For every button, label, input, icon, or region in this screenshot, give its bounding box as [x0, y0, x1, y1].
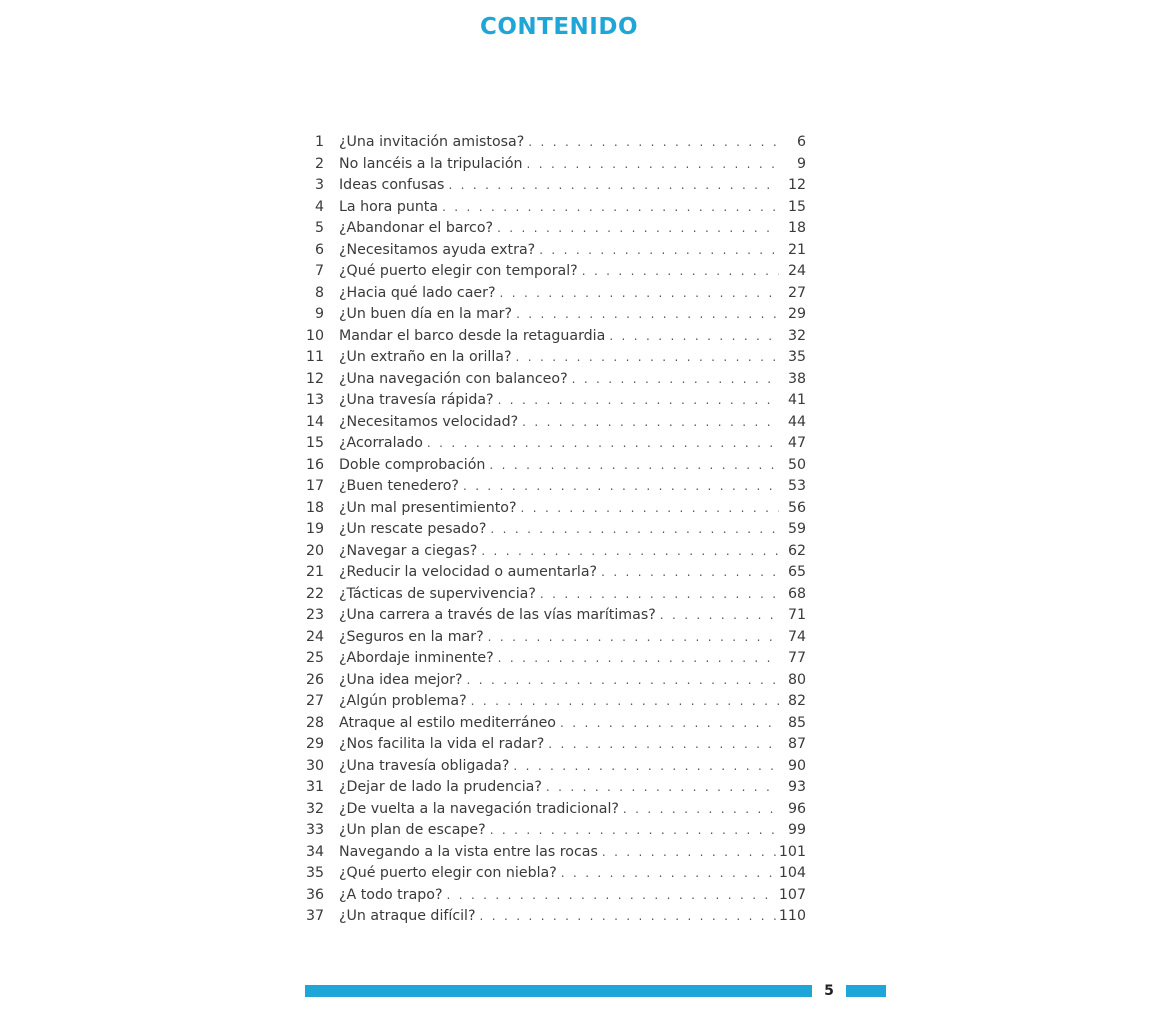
toc-entry-page: 29	[787, 306, 806, 322]
toc-entry-page: 71	[787, 607, 806, 623]
toc-entry[interactable]	[304, 584, 806, 606]
toc-entry-number: 31	[305, 779, 324, 795]
toc-entry[interactable]	[304, 562, 806, 584]
toc-dot-leader	[601, 562, 779, 584]
toc-entry[interactable]	[304, 885, 806, 907]
toc-entry-page: 44	[787, 413, 806, 430]
table-of-contents	[304, 132, 806, 928]
toc-dot-leader	[561, 863, 776, 885]
toc-entry-page: 68	[787, 585, 806, 602]
toc-entry-title: ¿Una travesía obligada?	[339, 757, 510, 774]
toc-entry[interactable]	[304, 498, 806, 520]
toc-entry[interactable]	[304, 605, 806, 627]
toc-dot-leader	[527, 154, 779, 176]
toc-entry[interactable]	[304, 863, 806, 885]
toc-entry-number: 2	[314, 155, 324, 172]
toc-entry-title: ¿Un plan de escape?	[339, 822, 486, 838]
toc-dot-leader	[623, 799, 779, 821]
toc-entry-page: 47	[787, 435, 806, 451]
toc-entry-number: 11	[305, 349, 324, 365]
toc-entry-title: ¿Una invitación amistosa?	[339, 134, 525, 150]
toc-entry-title: ¿Reducir la velocidad o aumentarla?	[339, 564, 598, 580]
toc-entry-page: 6	[796, 134, 806, 150]
toc-dot-leader	[498, 648, 779, 670]
toc-entry-title: ¿Tácticas de supervivencia?	[339, 585, 536, 602]
toc-entry-number: 23	[305, 607, 324, 623]
toc-entry-page: 12	[787, 177, 806, 193]
toc-dot-leader	[602, 842, 776, 864]
toc-entry-number: 18	[305, 499, 324, 516]
toc-entry-page: 53	[787, 478, 806, 494]
toc-entry-number: 19	[305, 521, 324, 537]
toc-entry-number: 14	[305, 413, 324, 430]
toc-entry[interactable]	[304, 240, 806, 262]
toc-entry-page: 110	[778, 908, 806, 924]
toc-entry[interactable]	[304, 261, 806, 283]
toc-entry-page: 15	[787, 198, 806, 215]
toc-entry-page: 32	[787, 327, 806, 344]
toc-entry[interactable]	[304, 734, 806, 756]
toc-entry-page: 35	[787, 349, 806, 365]
toc-entry-number: 37	[305, 908, 324, 924]
toc-entry-title: ¿Un mal presentimiento?	[339, 499, 517, 516]
toc-dot-leader	[660, 605, 779, 627]
toc-entry[interactable]	[304, 326, 806, 348]
toc-entry-number: 25	[305, 650, 324, 666]
toc-entry-number: 33	[305, 822, 324, 838]
toc-entry-title: ¿Una idea mejor?	[339, 671, 463, 688]
toc-dot-leader	[490, 820, 779, 842]
toc-entry-number: 4	[314, 198, 324, 215]
toc-entry-number: 32	[305, 800, 324, 817]
toc-entry-page: 24	[787, 263, 806, 279]
toc-entry-title: ¿Seguros en la mar?	[339, 628, 484, 645]
toc-entry-number: 34	[305, 843, 324, 860]
toc-entry-title: Atraque al estilo mediterráneo	[339, 714, 556, 731]
toc-entry-number: 9	[314, 306, 324, 322]
toc-entry-title: Ideas confusas	[339, 177, 445, 193]
toc-entry[interactable]	[304, 347, 806, 369]
toc-entry-number: 7	[314, 263, 324, 279]
toc-entry-number: 10	[305, 327, 324, 344]
toc-dot-leader	[467, 670, 779, 692]
toc-entry-title: ¿Dejar de lado la prudencia?	[339, 779, 542, 795]
toc-entry-page: 41	[787, 392, 806, 408]
toc-entry-title: ¿A todo trapo?	[339, 886, 443, 903]
toc-entry-number: 22	[305, 585, 324, 602]
toc-entry[interactable]	[304, 218, 806, 240]
toc-dot-leader	[521, 498, 779, 520]
toc-entry-page: 56	[787, 499, 806, 516]
toc-entry-title: ¿Una travesía rápida?	[339, 392, 494, 408]
toc-entry-number: 15	[305, 435, 324, 451]
toc-entry-title: ¿Abordaje inminente?	[339, 650, 494, 666]
toc-entry[interactable]	[304, 283, 806, 305]
toc-entry[interactable]	[304, 541, 806, 563]
toc-entry-title: ¿Un rescate pesado?	[339, 521, 487, 537]
toc-entry-title: ¿Necesitamos ayuda extra?	[339, 241, 536, 258]
toc-entry-title: ¿Algún problema?	[339, 693, 467, 709]
toc-entry-title: ¿Navegar a ciegas?	[339, 542, 478, 559]
toc-entry-number: 29	[305, 736, 324, 752]
toc-entry-page: 90	[787, 757, 806, 774]
toc-entry[interactable]	[304, 820, 806, 842]
toc-entry-title: ¿Necesitamos velocidad?	[339, 413, 519, 430]
toc-entry-number: 6	[314, 241, 324, 258]
toc-entry-number: 20	[305, 542, 324, 559]
toc-entry-number: 24	[305, 628, 324, 645]
toc-entry[interactable]	[304, 455, 806, 477]
footer-bar-right	[846, 985, 886, 997]
toc-entry-page: 18	[787, 220, 806, 236]
toc-dot-leader	[546, 777, 779, 799]
toc-dot-leader	[516, 304, 779, 326]
page-title: CONTENIDO	[479, 14, 639, 40]
toc-entry-title: ¿Hacia qué lado caer?	[339, 284, 496, 301]
toc-entry-page: 93	[787, 779, 806, 795]
toc-entry-number: 13	[305, 392, 324, 408]
toc-entry-page: 104	[778, 865, 806, 881]
toc-entry-number: 8	[314, 284, 324, 301]
toc-entry[interactable]	[304, 777, 806, 799]
toc-dot-leader	[513, 756, 779, 778]
footer-bar-left	[305, 985, 812, 997]
toc-entry[interactable]	[304, 369, 806, 391]
toc-entry[interactable]	[304, 390, 806, 412]
toc-dot-leader	[471, 691, 779, 713]
toc-entry-number: 1	[314, 134, 324, 150]
toc-entry-title: ¿Abandonar el barco?	[339, 220, 494, 236]
toc-entry-title: ¿Qué puerto elegir con temporal?	[339, 263, 578, 279]
toc-dot-leader	[528, 132, 779, 154]
toc-entry-page: 99	[787, 822, 806, 838]
toc-entry[interactable]	[304, 756, 806, 778]
toc-dot-leader	[498, 390, 779, 412]
toc-entry[interactable]	[304, 691, 806, 713]
toc-entry[interactable]	[304, 670, 806, 692]
toc-dot-leader	[488, 627, 779, 649]
toc-entry-page: 65	[787, 564, 806, 580]
toc-dot-leader	[448, 175, 779, 197]
toc-entry-number: 5	[314, 220, 324, 236]
toc-dot-leader	[560, 713, 779, 735]
toc-dot-leader	[480, 906, 776, 928]
toc-entry-number: 16	[305, 456, 324, 473]
toc-entry-number: 21	[305, 564, 324, 580]
toc-entry[interactable]	[304, 906, 806, 928]
toc-entry[interactable]	[304, 412, 806, 434]
toc-dot-leader	[609, 326, 779, 348]
toc-dot-leader	[582, 261, 779, 283]
toc-entry-page: 50	[787, 456, 806, 473]
toc-entry[interactable]	[304, 433, 806, 455]
toc-entry[interactable]	[304, 154, 806, 176]
toc-entry-title: ¿Un extraño en la orilla?	[339, 349, 512, 365]
toc-entry-title: Mandar el barco desde la retaguardia	[339, 327, 606, 344]
toc-entry[interactable]	[304, 627, 806, 649]
toc-dot-leader	[442, 197, 779, 219]
toc-entry[interactable]	[304, 175, 806, 197]
toc-dot-leader	[447, 885, 776, 907]
toc-entry-page: 59	[787, 521, 806, 537]
toc-dot-leader	[572, 369, 779, 391]
toc-entry-number: 27	[305, 693, 324, 709]
toc-entry[interactable]	[304, 197, 806, 219]
toc-dot-leader	[516, 347, 779, 369]
toc-entry-title: ¿Acorralado	[339, 435, 423, 451]
toc-entry-title: No lancéis a la tripulación	[339, 155, 523, 172]
toc-entry[interactable]	[304, 842, 806, 864]
toc-entry-title: ¿Nos facilita la vida el radar?	[339, 736, 545, 752]
toc-entry-number: 12	[305, 370, 324, 387]
toc-dot-leader	[489, 455, 779, 477]
toc-entry-title: ¿Qué puerto elegir con niebla?	[339, 865, 557, 881]
toc-entry-title: Navegando a la vista entre las rocas	[339, 843, 598, 860]
toc-entry-page: 27	[787, 284, 806, 301]
toc-entry[interactable]	[304, 476, 806, 498]
toc-dot-leader	[548, 734, 779, 756]
toc-entry-page: 107	[778, 886, 806, 903]
toc-entry-page: 80	[787, 671, 806, 688]
toc-dot-leader	[490, 519, 779, 541]
toc-dot-leader	[427, 433, 779, 455]
toc-entry-page: 87	[787, 736, 806, 752]
toc-entry[interactable]	[304, 304, 806, 326]
toc-entry[interactable]	[304, 132, 806, 154]
toc-dot-leader	[539, 240, 779, 262]
toc-entry-page: 85	[787, 714, 806, 731]
toc-entry-title: ¿Un buen día en la mar?	[339, 306, 513, 322]
toc-entry-number: 3	[314, 177, 324, 193]
toc-entry-page: 74	[787, 628, 806, 645]
toc-entry[interactable]	[304, 799, 806, 821]
toc-dot-leader	[481, 541, 779, 563]
toc-entry-number: 35	[305, 865, 324, 881]
toc-entry-page: 101	[778, 843, 806, 860]
toc-entry-number: 36	[305, 886, 324, 903]
toc-entry-page: 96	[787, 800, 806, 817]
toc-dot-leader	[522, 412, 779, 434]
toc-entry[interactable]	[304, 519, 806, 541]
toc-entry-page: 21	[787, 241, 806, 258]
toc-entry-page: 9	[796, 155, 806, 172]
footer-page-number: 5	[824, 983, 834, 999]
toc-entry-title: ¿Buen tenedero?	[339, 478, 459, 494]
toc-entry-page: 62	[787, 542, 806, 559]
toc-entry-number: 17	[305, 478, 324, 494]
toc-entry[interactable]	[304, 648, 806, 670]
toc-entry[interactable]	[304, 713, 806, 735]
toc-entry-number: 26	[305, 671, 324, 688]
toc-entry-title: ¿Una carrera a través de las vías marítimas?	[339, 607, 656, 623]
toc-dot-leader	[497, 218, 779, 240]
toc-entry-number: 28	[305, 714, 324, 731]
toc-entry-title: ¿Una navegación con balanceo?	[339, 370, 568, 387]
toc-dot-leader	[463, 476, 779, 498]
toc-entry-number: 30	[305, 757, 324, 774]
toc-entry-title: Doble comprobación	[339, 456, 486, 473]
toc-dot-leader	[500, 283, 780, 305]
toc-dot-leader	[540, 584, 779, 606]
toc-entry-title: ¿Un atraque difícil?	[339, 908, 476, 924]
toc-entry-title: La hora punta	[339, 198, 439, 215]
toc-entry-page: 82	[787, 693, 806, 709]
toc-entry-page: 77	[787, 650, 806, 666]
toc-entry-page: 38	[787, 370, 806, 387]
toc-entry-title: ¿De vuelta a la navegación tradicional?	[339, 800, 619, 817]
